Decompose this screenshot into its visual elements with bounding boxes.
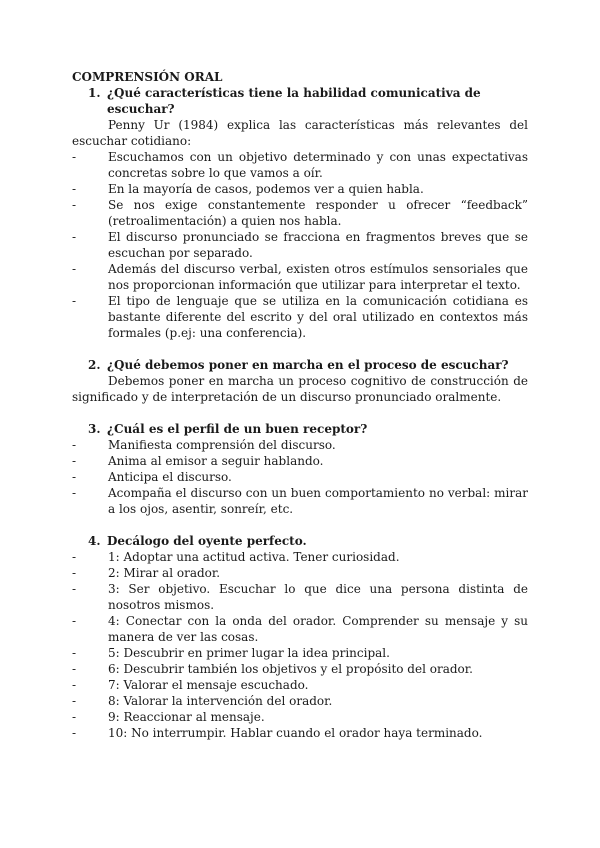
list-item-text: 7: Valorar el mensaje escuchado. — [108, 678, 309, 692]
bullet-dash: - — [72, 678, 77, 692]
bullet-dash: - — [72, 182, 77, 196]
bullet-dash: - — [72, 150, 77, 164]
list-item — [72, 565, 528, 581]
list-item-text: Además del discurso verbal, existen otros estímulos sensoriales que nos proporcionan información que utilizar para interpretar el texto. — [108, 262, 528, 292]
list-item — [72, 149, 528, 181]
section-spacer — [72, 405, 528, 421]
list-item-text: 9: Reaccionar al mensaje. — [108, 710, 265, 724]
list-item-text: El tipo de lenguaje que se utiliza en la comunicación cotidiana es bastante diferente del escrito y del oral utilizado en contextos más formales (p.ej: una conferencia). — [108, 294, 528, 340]
section-spacer — [72, 341, 528, 357]
bullet-dash: - — [72, 198, 77, 212]
list-item — [72, 469, 528, 485]
list-item-text: El discurso pronunciado se fracciona en fragmentos breves que se escuchan por separado. — [108, 230, 528, 260]
list-item-text: Manifiesta comprensión del discurso. — [108, 438, 336, 452]
list-item — [72, 677, 528, 693]
bullet-dash: - — [72, 566, 77, 580]
list-item — [72, 645, 528, 661]
list-item-text: Escuchamos con un objetivo determinado y con unas expectativas concretas sobre lo que vamos a oír. — [108, 150, 528, 180]
list-item-text: 10: No interrumpir. Hablar cuando el orador haya terminado. — [108, 726, 483, 740]
section-number: 4. — [88, 534, 101, 548]
bullet-dash: - — [72, 662, 77, 676]
list-item — [72, 725, 528, 741]
list-item — [72, 293, 528, 341]
list-item — [72, 453, 528, 469]
bullet-dash: - — [72, 230, 77, 244]
section-number: 2. — [88, 358, 101, 372]
list-item-text: 3: Ser objetivo. Escuchar lo que dice una persona distinta de nosotros mismos. — [108, 582, 528, 612]
list-item — [72, 549, 528, 565]
list-item-text: Anima al emisor a seguir hablando. — [108, 454, 324, 468]
list-item — [72, 437, 528, 453]
section-heading — [72, 421, 528, 437]
bullet-dash: - — [72, 470, 77, 484]
bullet-dash: - — [72, 262, 77, 276]
section-spacer — [72, 517, 528, 533]
bullet-dash: - — [72, 646, 77, 660]
list-item-text: 6: Descubrir también los objetivos y el propósito del orador. — [108, 662, 473, 676]
section-heading — [72, 85, 528, 117]
bullet-list — [72, 149, 528, 341]
bullet-list — [72, 549, 528, 741]
section-heading-text: ¿Qué características tiene la habilidad comunicativa de escuchar? — [107, 86, 481, 116]
list-item-text: 4: Conectar con la onda del orador. Comprender su mensaje y su manera de ver las cosas. — [108, 614, 528, 644]
list-item — [72, 693, 528, 709]
section-heading-text: Decálogo del oyente perfecto. — [107, 534, 307, 548]
section-heading-text: ¿Cuál es el perfil de un buen receptor? — [107, 422, 368, 436]
sections-container — [72, 85, 528, 741]
bullet-dash: - — [72, 438, 77, 452]
list-item-text: Anticipa el discurso. — [108, 470, 232, 484]
list-item-text: 2: Mirar al orador. — [108, 566, 221, 580]
list-item — [72, 181, 528, 197]
bullet-dash: - — [72, 582, 77, 596]
list-item-text: 1: Adoptar una actitud activa. Tener curiosidad. — [108, 550, 400, 564]
bullet-dash: - — [72, 454, 77, 468]
bullet-list — [72, 437, 528, 517]
list-item — [72, 613, 528, 645]
bullet-dash: - — [72, 550, 77, 564]
section-number: 3. — [88, 422, 101, 436]
bullet-dash: - — [72, 726, 77, 740]
section-heading — [72, 357, 528, 373]
list-item-text: 8: Valorar la intervención del orador. — [108, 694, 333, 708]
document-title: COMPRENSIÓN ORAL — [72, 70, 223, 84]
bullet-dash: - — [72, 294, 77, 308]
list-item-text: Se nos exige constantemente responder u ofrecer “feedback” (retroalimentación) a quien nos habla. — [108, 198, 528, 228]
section-paragraph: Debemos poner en marcha un proceso cognitivo de construcción de significado y de interpretación de un discurso pronunciado oralmente. — [72, 374, 528, 404]
list-item — [72, 261, 528, 293]
list-item — [72, 581, 528, 613]
bullet-dash: - — [72, 614, 77, 628]
list-item — [72, 197, 528, 229]
list-item — [72, 229, 528, 261]
list-item — [72, 709, 528, 725]
list-item-text: Acompaña el discurso con un buen comportamiento no verbal: mirar a los ojos, asentir, sonreír, etc. — [108, 486, 528, 516]
list-item — [72, 485, 528, 517]
bullet-dash: - — [72, 694, 77, 708]
bullet-dash: - — [72, 710, 77, 724]
list-item-text: En la mayoría de casos, podemos ver a quien habla. — [108, 182, 424, 196]
bullet-dash: - — [72, 486, 77, 500]
section-number: 1. — [88, 86, 101, 100]
list-item-text: 5: Descubrir en primer lugar la idea principal. — [108, 646, 390, 660]
section-heading — [72, 533, 528, 549]
list-item — [72, 661, 528, 677]
section-heading-text: ¿Qué debemos poner en marcha en el proceso de escuchar? — [107, 358, 509, 372]
section-paragraph: Penny Ur (1984) explica las características más relevantes del escuchar cotidiano: — [72, 118, 528, 148]
